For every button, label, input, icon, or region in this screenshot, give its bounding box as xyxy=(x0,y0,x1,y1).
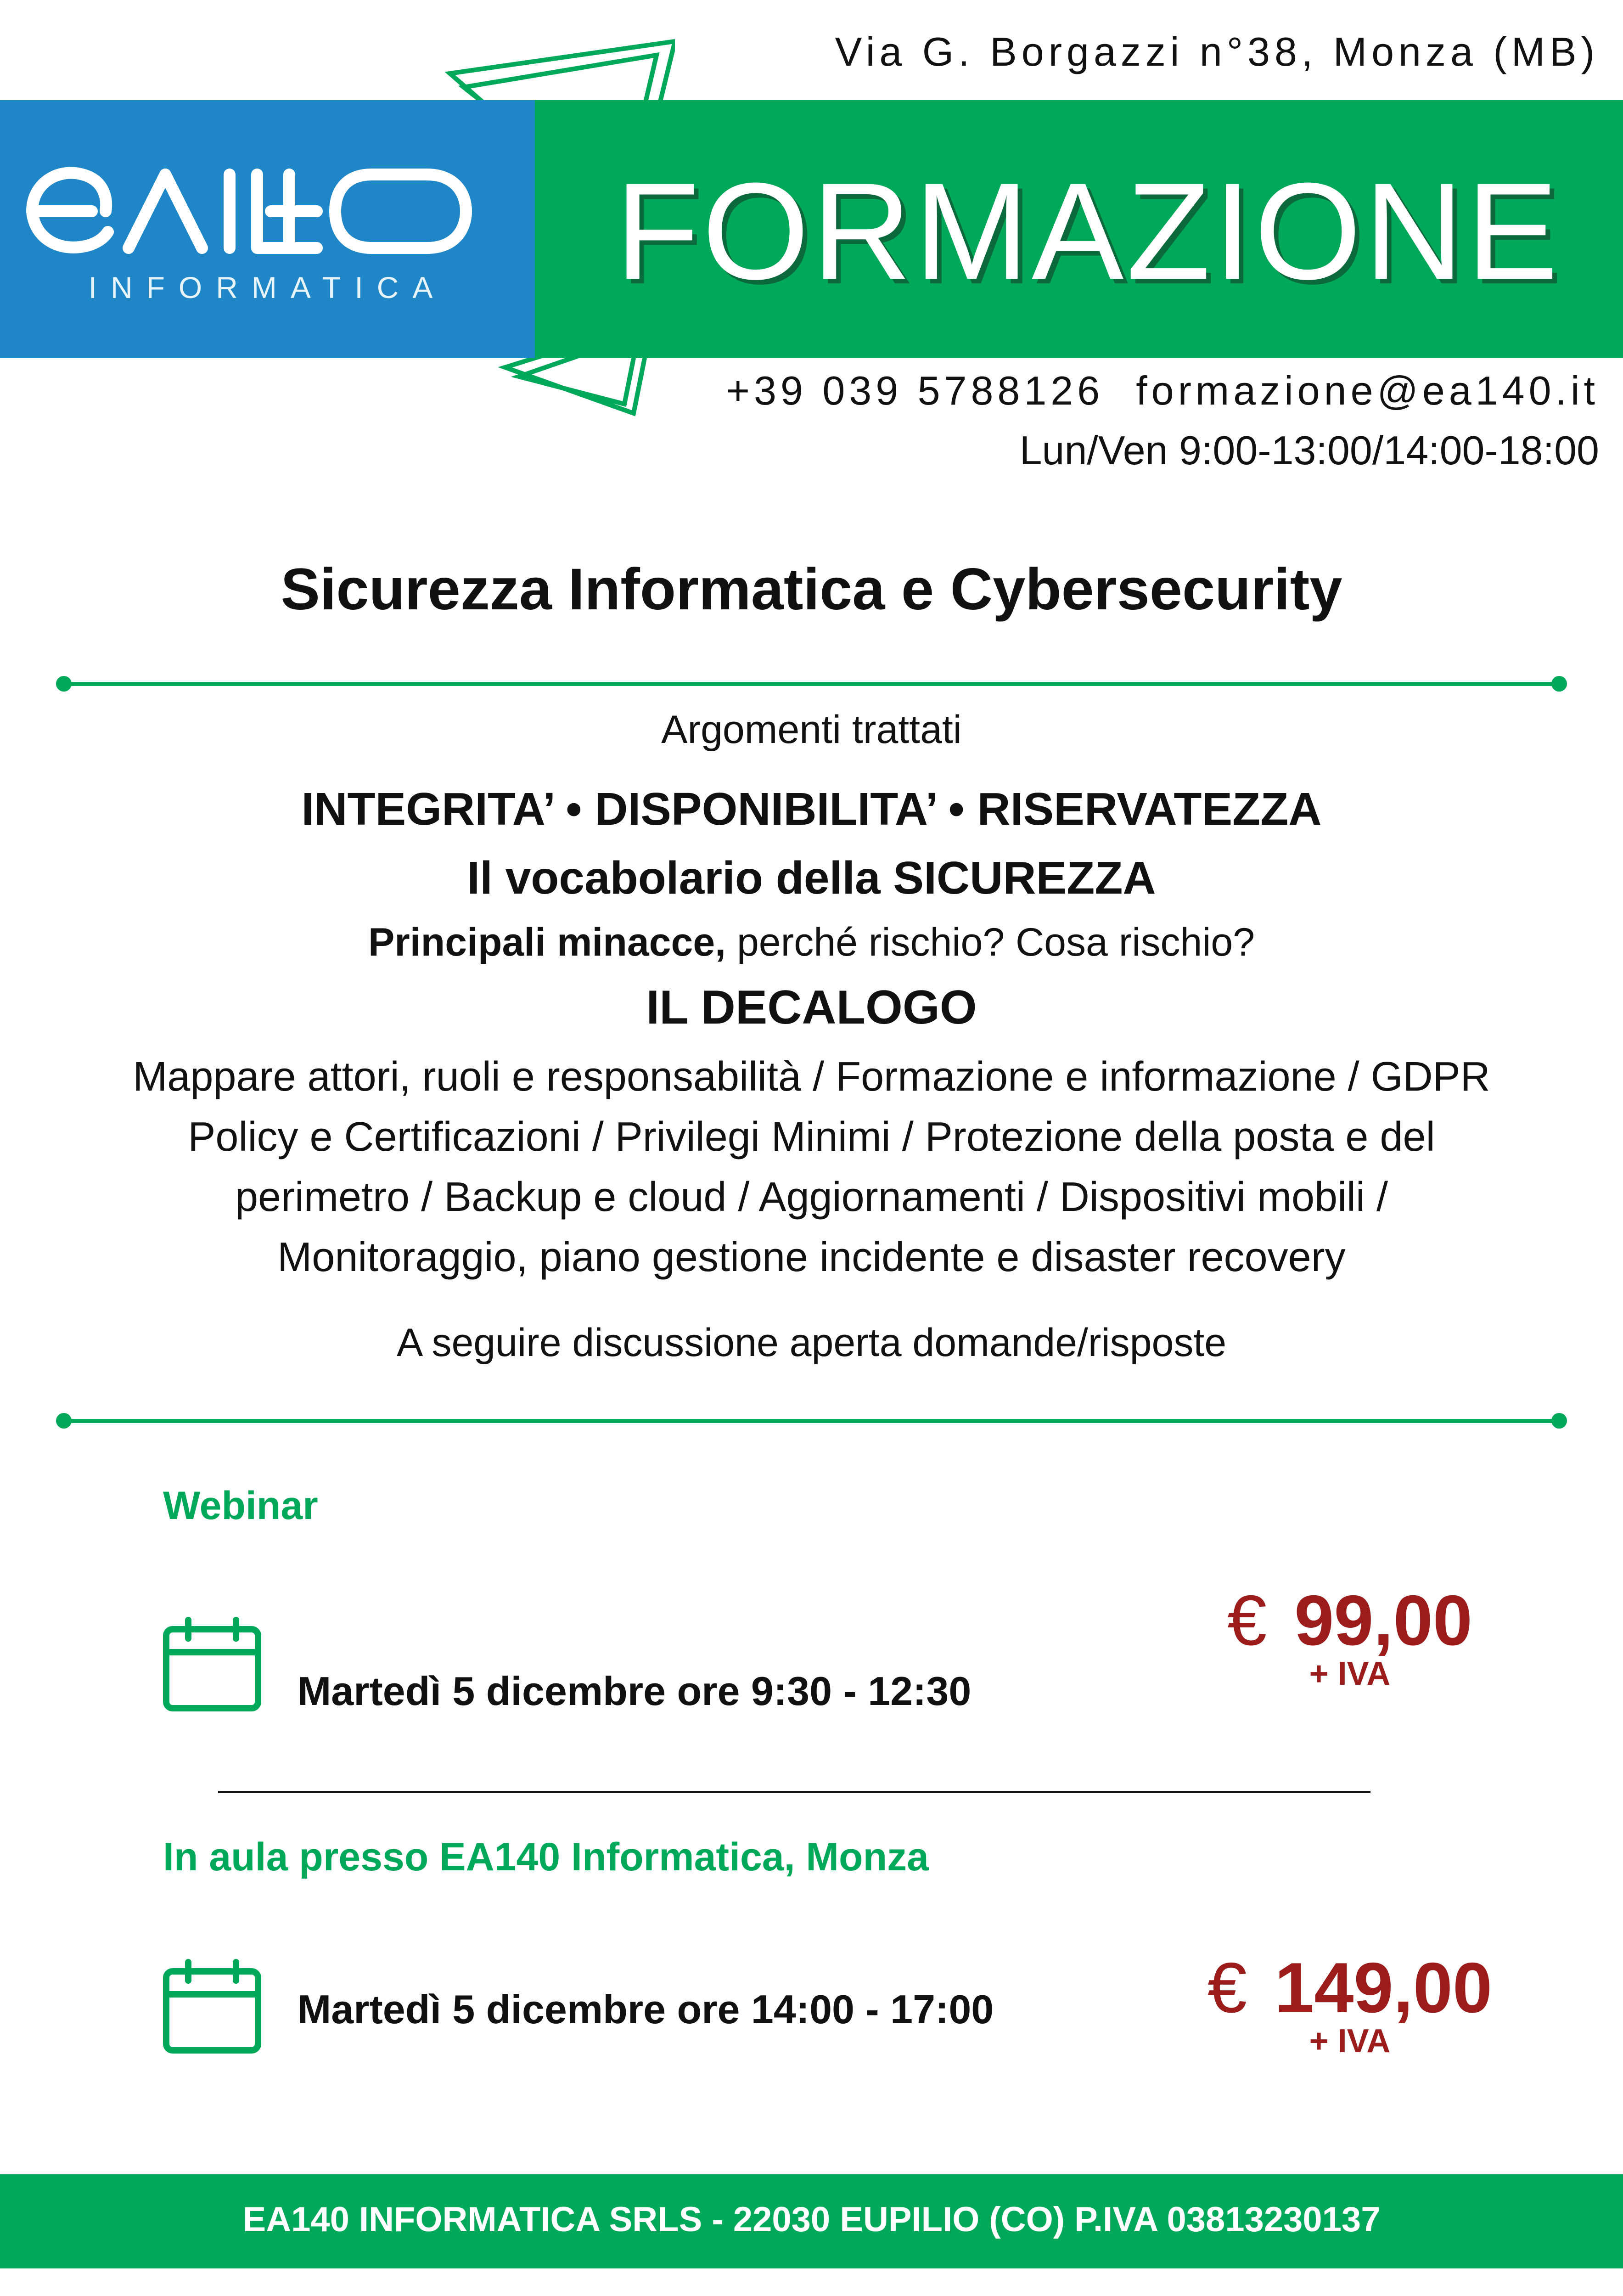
contact-line xyxy=(726,367,1599,414)
opening-hours: Lun/Ven 9:00-13:00/14:00-18:00 xyxy=(1019,428,1599,473)
decalogo-line: Mappare attori, ruoli e responsabilità / Formazione e informazione / GDPR xyxy=(133,1054,1490,1100)
price-amount: 149,00 xyxy=(1275,1948,1493,2027)
decalogo-line: perimetro / Backup e cloud / Aggiornamenti / Dispositivi mobili / xyxy=(235,1174,1388,1220)
page-title: FORMAZIONE xyxy=(615,154,1561,308)
decalogo-line: Policy e Certificazioni / Privilegi Minimi / Protezione della posta e del xyxy=(188,1114,1435,1160)
price-block xyxy=(1194,1580,1506,1693)
footer-text: EA140 INFORMATICA SRLS - 22030 EUPILIO (CO) P.IVA 03813230137 xyxy=(242,2200,1381,2239)
price-amount: 99,00 xyxy=(1294,1581,1473,1660)
decalogo-list xyxy=(0,1047,1623,1288)
event-date: Martedì 5 dicembre ore 14:00 - 17:00 xyxy=(298,1986,994,2032)
currency-symbol: € xyxy=(1227,1581,1267,1660)
topic-pillars: INTEGRITA’ • DISPONIBILITA’ • RISERVATEZZA xyxy=(301,783,1322,835)
email-link[interactable]: formazione@ea140.it xyxy=(1136,368,1599,413)
decalogo-line: Monitoraggio, piano gestione incidente e disaster recovery xyxy=(277,1234,1346,1280)
calendar-icon xyxy=(162,1616,263,1713)
currency-symbol: € xyxy=(1207,1948,1247,2027)
calendar-icon xyxy=(162,1958,263,2055)
ea140-logo xyxy=(14,156,519,262)
price-block xyxy=(1194,1947,1506,2060)
topic-threats xyxy=(0,920,1623,965)
topics-label: Argomenti trattati xyxy=(661,708,962,752)
topic-vocabulary: Il vocabolario della SICUREZZA xyxy=(467,852,1156,904)
topic-threats-bold: Principali minacce, xyxy=(368,920,726,964)
classroom-label: In aula presso EA140 Informatica, Monza xyxy=(163,1835,929,1879)
tax-note: + IVA xyxy=(1309,1655,1391,1692)
address: Via G. Borgazzi n°38, Monza (MB) xyxy=(835,29,1599,74)
banner-notch xyxy=(535,100,590,358)
webinar-label: Webinar xyxy=(163,1484,318,1528)
course-title: Sicurezza Informatica e Cybersecurity xyxy=(281,557,1342,622)
logo-subtitle: INFORMATICA xyxy=(88,270,447,304)
phone-number[interactable]: +39 039 5788126 xyxy=(726,368,1104,413)
decalogo-heading: IL DECALOGO xyxy=(646,981,977,1034)
section-separator xyxy=(218,1791,1370,1793)
event-date: Martedì 5 dicembre ore 9:30 - 12:30 xyxy=(298,1668,972,1714)
divider xyxy=(60,1417,1563,1424)
divider xyxy=(60,680,1563,687)
tax-note: + IVA xyxy=(1309,2023,1391,2060)
closing-note: A seguire discussione aperta domande/risposte xyxy=(396,1321,1227,1365)
topic-threats-rest: perché rischio? Cosa rischio? xyxy=(726,920,1255,964)
